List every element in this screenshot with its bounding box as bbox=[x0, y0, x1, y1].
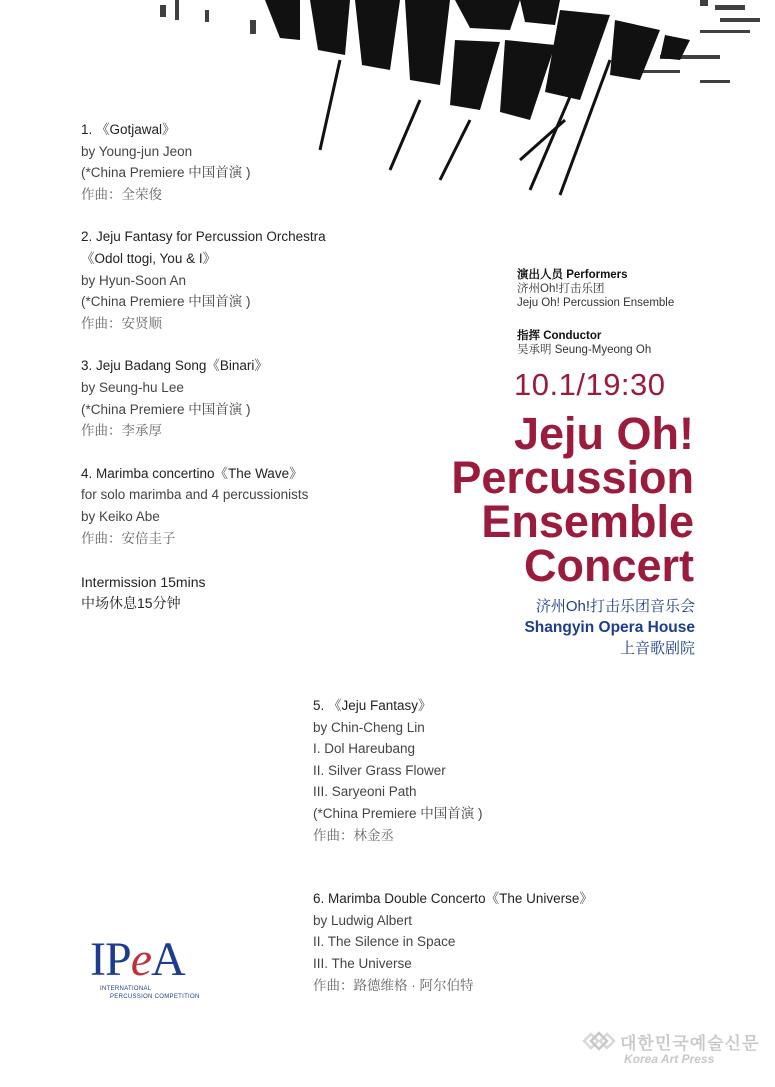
item-composer: 作曲：李承厚 bbox=[81, 423, 162, 439]
title-line: Ensemble bbox=[481, 496, 694, 547]
item-line: II. Silver Grass Flower bbox=[313, 762, 446, 778]
intermission-en: Intermission 15mins bbox=[81, 574, 206, 590]
item-composer: 作曲：全荣俊 bbox=[81, 186, 162, 202]
press-name-en: Korea Art Press bbox=[624, 1052, 715, 1066]
item-composer: 作曲：林金丞 bbox=[313, 827, 394, 843]
performers-label: 演出人员 Performers bbox=[517, 269, 628, 281]
item-line: by Seung-hu Lee bbox=[81, 379, 184, 395]
item-title: 6. Marimba Double Concerto《The Universe》 bbox=[313, 891, 593, 907]
item-line: by Keiko Abe bbox=[81, 508, 160, 524]
press-name-kr: 대한민국예술신문 bbox=[620, 1033, 760, 1053]
press-logo-row bbox=[582, 1028, 759, 1054]
program-item-4 bbox=[81, 463, 326, 549]
item-title: 3. Jeju Badang Song《Binari》 bbox=[81, 358, 268, 374]
conductor-label: 指挥 Conductor bbox=[517, 330, 602, 342]
item-composer: 作曲：路德维格 · 阿尔伯特 bbox=[313, 977, 474, 993]
event-title-cn: 济州Oh!打击乐团音乐会 bbox=[535, 598, 695, 615]
title-line: Jeju Oh! bbox=[513, 408, 694, 459]
venue-en: Shangyin Opera House bbox=[524, 619, 695, 636]
item-line: (*China Premiere 中国首演 ) bbox=[81, 294, 251, 310]
item-line: by Chin-Cheng Lin bbox=[313, 719, 425, 735]
title-line: Percussion bbox=[451, 452, 694, 503]
item-composer: 作曲：安贤顺 bbox=[81, 315, 162, 331]
venue-block bbox=[524, 596, 695, 659]
intermission-cn: 中场休息15分钟 bbox=[81, 595, 181, 611]
conductor-name: 吴承明 Seung-Myeong Oh bbox=[517, 344, 652, 356]
title-line: Concert bbox=[523, 540, 694, 591]
item-title: 4. Marimba concertino《The Wave》 bbox=[81, 465, 303, 481]
logo-line2: PERCUSSION COMPETITION bbox=[110, 994, 200, 1000]
item-line: I. Dol Hareubang bbox=[313, 741, 416, 757]
item-line: by Young-jun Jeon bbox=[81, 143, 193, 159]
item-line: (*China Premiere 中国首演 ) bbox=[313, 805, 483, 821]
item-line: II. The Silence in Space bbox=[313, 934, 456, 950]
item-title-2: 《Odol ttogi, You & I》 bbox=[81, 250, 217, 266]
item-composer: 作曲：安倍圭子 bbox=[81, 530, 176, 546]
item-line: (*China Premiere 中国首演 ) bbox=[81, 165, 251, 181]
program-item-5 bbox=[313, 695, 593, 846]
press-watermark bbox=[582, 1028, 759, 1066]
item-line: (*China Premiere 中国首演 ) bbox=[81, 401, 251, 417]
logo-mark: IPeA bbox=[90, 933, 185, 986]
performers-block bbox=[517, 268, 674, 357]
program-item-6 bbox=[313, 888, 593, 996]
diamond-icon bbox=[582, 1028, 620, 1054]
item-line: by Hyun-Soon An bbox=[81, 272, 187, 288]
item-title: 2. Jeju Fantasy for Percussion Orchestra bbox=[81, 229, 326, 245]
venue-cn: 上音歌剧院 bbox=[619, 640, 695, 657]
item-title: 1. 《Gotjawal》 bbox=[81, 122, 176, 137]
logo-line1: INTERNATIONAL bbox=[100, 986, 152, 992]
program-right bbox=[313, 695, 593, 1017]
item-line: III. The Universe bbox=[313, 955, 412, 971]
ipea-logo bbox=[90, 935, 230, 1001]
item-line: for solo marimba and 4 percussionists bbox=[81, 487, 309, 503]
item-line: by Ludwig Albert bbox=[313, 912, 413, 928]
ensemble-en: Jeju Oh! Percussion Ensemble bbox=[517, 297, 675, 309]
program-item-3 bbox=[81, 355, 326, 441]
item-line: III. Saryeoni Path bbox=[313, 784, 417, 800]
item-title: 5. 《Jeju Fantasy》 bbox=[313, 698, 432, 713]
ensemble-cn: 济州Oh!打击乐团 bbox=[517, 283, 605, 295]
program-left bbox=[81, 119, 326, 570]
intermission bbox=[81, 572, 206, 614]
program-item-1 bbox=[81, 119, 326, 205]
event-title bbox=[451, 408, 694, 591]
program-item-2 bbox=[81, 226, 326, 334]
event-date: 10.1/19:30 bbox=[514, 367, 666, 402]
